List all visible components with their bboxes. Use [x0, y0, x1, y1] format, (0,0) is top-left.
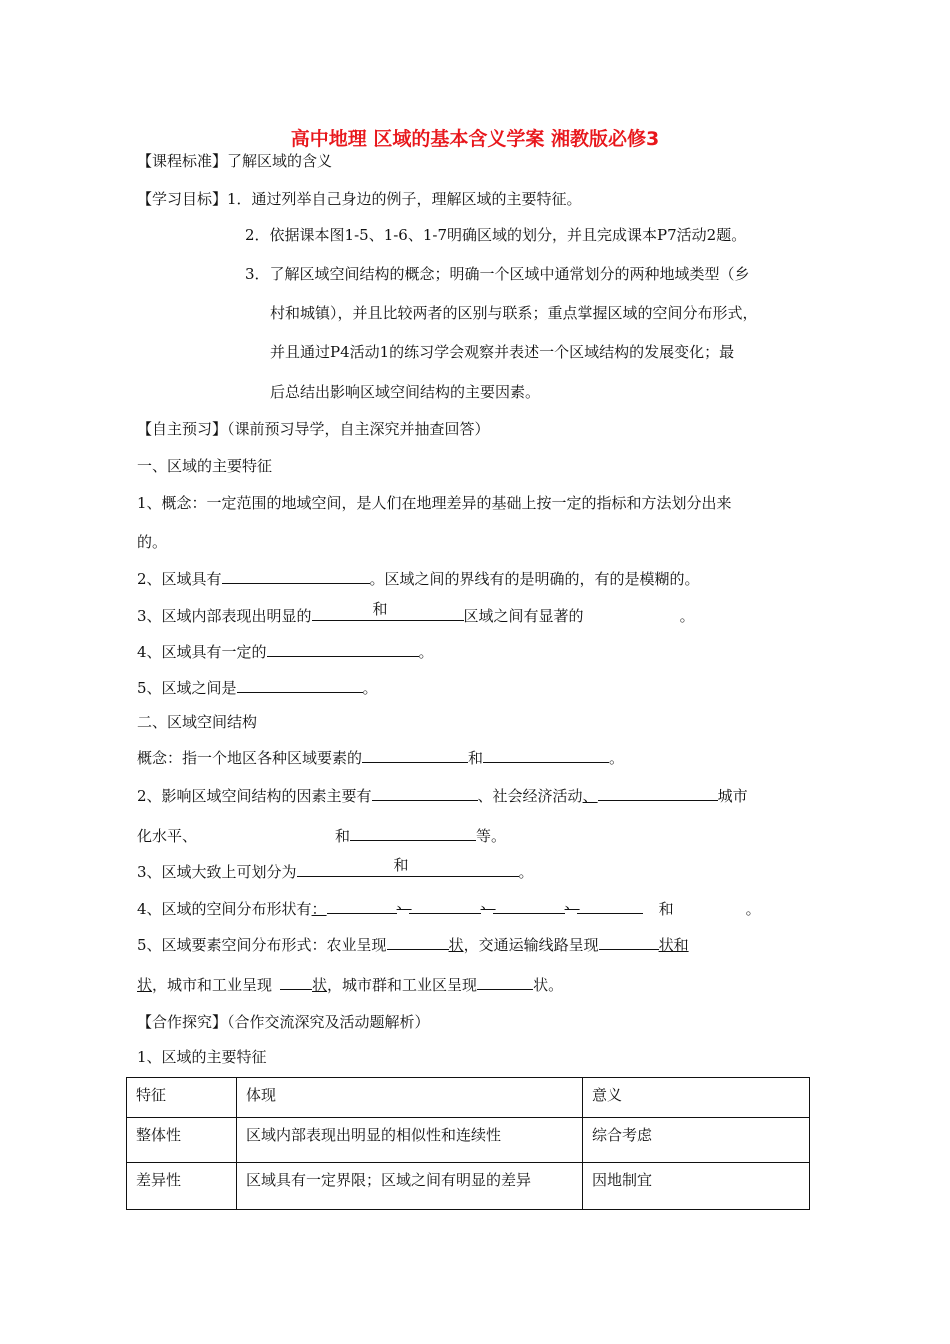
table-header-cell: 体现	[237, 1078, 583, 1118]
section-tag: 【合作探究】	[137, 1013, 228, 1031]
fill-blank[interactable]	[599, 933, 659, 950]
table-header-row	[127, 1078, 810, 1118]
table-cell: 区域具有一定界限；区域之间有明显的差异	[237, 1163, 583, 1210]
fill-blank[interactable]	[577, 897, 643, 914]
fill-blank[interactable]	[280, 973, 312, 990]
table-cell: 差异性	[127, 1163, 237, 1210]
section-tag: 【学习目标】	[137, 190, 228, 208]
part2-q2-cont: 化水平、 和 等。	[137, 824, 506, 847]
objectives-line-2: 2．依据课本图1-5、1-6、1-7明确区域的划分，并且完成课本P7活动2题。	[245, 226, 747, 244]
fill-blank[interactable]	[483, 746, 609, 763]
table-header-cell: 意义	[583, 1078, 810, 1118]
fill-blank[interactable]	[350, 824, 476, 841]
part2-q5-cont: 状，城市和工业呈现 状，城市群和工业区呈现 状。	[137, 973, 563, 996]
part2-q5: 5、区域要素空间分布形式：农业呈现 状，交通运输线路呈现 状和	[137, 933, 689, 956]
part2-concept: 概念：指一个地区各种区域要素的 和 。	[137, 746, 624, 769]
fill-blank[interactable]	[409, 897, 481, 914]
part1-q3: 3、区域内部表现出明显的 和 区域之间有显著的 。	[137, 600, 695, 625]
table-cell: 综合考虑	[583, 1118, 810, 1163]
part3-heading: 1、区域的主要特征	[137, 1048, 267, 1066]
fill-blank[interactable]	[387, 933, 449, 950]
part1-q1: 1、概念：一定范围的地域空间，是人们在地理差异的基础上按一定的指标和方法划分出来	[137, 494, 732, 512]
fill-blank[interactable]: 和	[312, 604, 388, 621]
section-tag: 【课程标准】	[137, 152, 228, 170]
table-cell: 区域内部表现出明显的相似性和连续性	[237, 1118, 583, 1163]
fill-blank[interactable]	[237, 676, 363, 693]
objectives-line-1: 【学习目标】1．通过列举自己身边的例子，理解区域的主要特征。	[137, 190, 582, 208]
part2-q2: 2、影响区域空间结构的因素主要有 、社会经济活动、 城市	[137, 784, 748, 807]
fill-blank[interactable]	[267, 640, 419, 657]
course-standard: 【课程标准】了解区域的含义	[137, 152, 333, 170]
features-table	[126, 1077, 810, 1210]
cooperative-inquiry: 【合作探究】（合作交流深究及活动题解析）	[137, 1013, 430, 1031]
table-cell: 整体性	[127, 1118, 237, 1163]
section-tag: 【自主预习】	[137, 420, 228, 438]
fill-blank[interactable]	[388, 604, 464, 621]
fill-blank[interactable]: 和	[297, 860, 403, 877]
part1-q4: 4、区域具有一定的 。	[137, 640, 434, 663]
fill-blank[interactable]	[403, 860, 519, 877]
document-title: 高中地理 区域的基本含义学案 湘教版必修3	[290, 128, 660, 150]
part2-q3: 3、区域大致上可划分为 和 。	[137, 856, 534, 881]
part2-heading: 二、区域空间结构	[137, 713, 258, 731]
fill-blank[interactable]	[327, 897, 397, 914]
table-cell: 因地制宜	[583, 1163, 810, 1210]
part1-q2: 2、区域具有 。区域之间的界线有的是明确的，有的是模糊的。	[137, 567, 700, 590]
objectives-line-3: 3．了解区域空间结构的概念；明确一个区域中通常划分的两种地域类型（乡	[245, 265, 750, 283]
self-preview: 【自主预习】（课前预习导学，自主深究并抽查回答）	[137, 420, 490, 438]
objectives-line-3-cont: 村和城镇），并且比较两者的区别与联系；重点掌握区域的空间分布形式，	[270, 304, 758, 322]
table-row	[127, 1118, 810, 1163]
fill-blank[interactable]	[372, 784, 478, 801]
fill-blank[interactable]	[598, 784, 718, 801]
fill-blank[interactable]	[362, 746, 468, 763]
part1-q1-cont: 的。	[137, 533, 168, 551]
objectives-line-3-cont: 后总结出影响区域空间结构的主要因素。	[270, 383, 541, 401]
fill-blank[interactable]	[477, 973, 533, 990]
fill-blank[interactable]	[222, 567, 370, 584]
table-row	[127, 1163, 810, 1210]
table-header-cell: 特征	[127, 1078, 237, 1118]
objectives-line-3-cont: 并且通过P4活动1的练习学会观察并表述一个区域结构的发展变化；最	[270, 343, 735, 361]
fill-blank[interactable]	[493, 897, 565, 914]
part1-q5: 5、区域之间是 。	[137, 676, 378, 699]
part1-heading: 一、区域的主要特征	[137, 457, 273, 475]
part2-q4: 4、区域的空间分布形状有： 、 、 、 和 。	[137, 894, 761, 918]
